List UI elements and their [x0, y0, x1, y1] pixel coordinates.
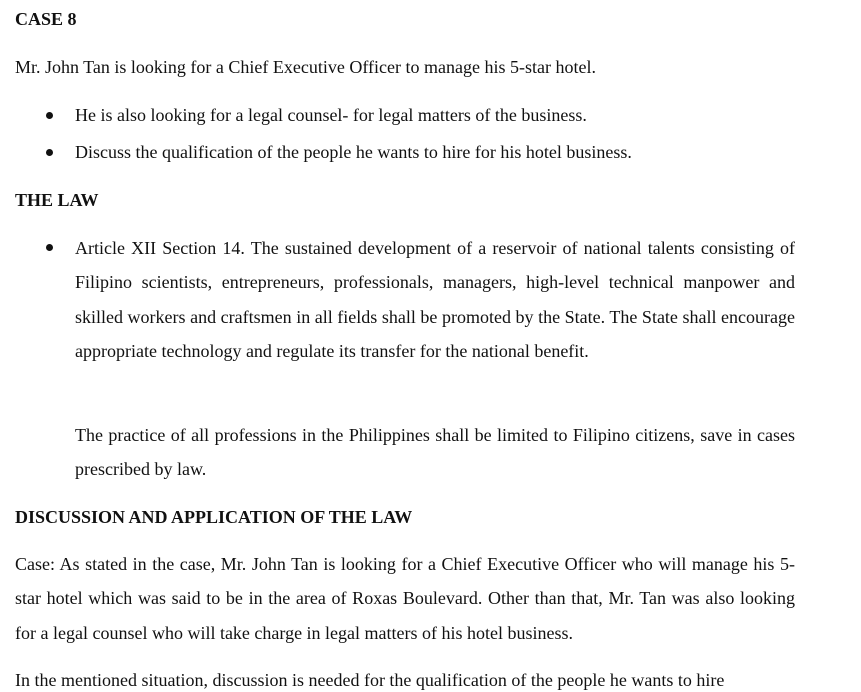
list-item: [15, 103, 795, 127]
intro-paragraph: Mr. John Tan is looking for a Chief Executive Officer to manage his 5-star hotel.: [15, 57, 596, 77]
law-article-text: Article XII Section 14. The sustained development of a reservoir of national talents consisting of Filipino scientists, entrepreneurs, professionals, managers, high-level technical manpower and skilled workers and craftsmen in all fields shall be promoted by the State. The State shall encourage appropriate technology and regulate its transfer for the national benefit.: [75, 238, 795, 362]
bullet-icon: [46, 149, 53, 156]
case-bullet-list: [15, 103, 795, 164]
law-article-item: [15, 231, 795, 369]
list-item: [15, 140, 795, 164]
bullet-icon: [46, 244, 53, 251]
bullet-text: He is also looking for a legal counsel- for legal matters of the business.: [75, 105, 587, 125]
next-paragraph: In the mentioned situation, discussion is needed for the qualification of the people he wants to hire: [15, 670, 725, 690]
bullet-text: Discuss the qualification of the people he wants to hire for his hotel business.: [75, 142, 632, 162]
bullet-icon: [46, 112, 53, 119]
law-practice-text: The practice of all professions in the Philippines shall be limited to Filipino citizens, save in cases prescribed by law.: [75, 425, 795, 480]
case-paragraph: Case: As stated in the case, Mr. John Tan is looking for a Chief Executive Officer who will manage his 5-star hotel which was said to be in the area of Roxas Boulevard. Other than that, Mr. Tan was also looking for a legal counsel who will take charge in legal matters of his hotel business.: [15, 554, 795, 643]
discussion-heading: DISCUSSION AND APPLICATION OF THE LAW: [15, 507, 413, 527]
case-heading: CASE 8: [15, 9, 77, 29]
law-heading: THE LAW: [15, 190, 99, 210]
